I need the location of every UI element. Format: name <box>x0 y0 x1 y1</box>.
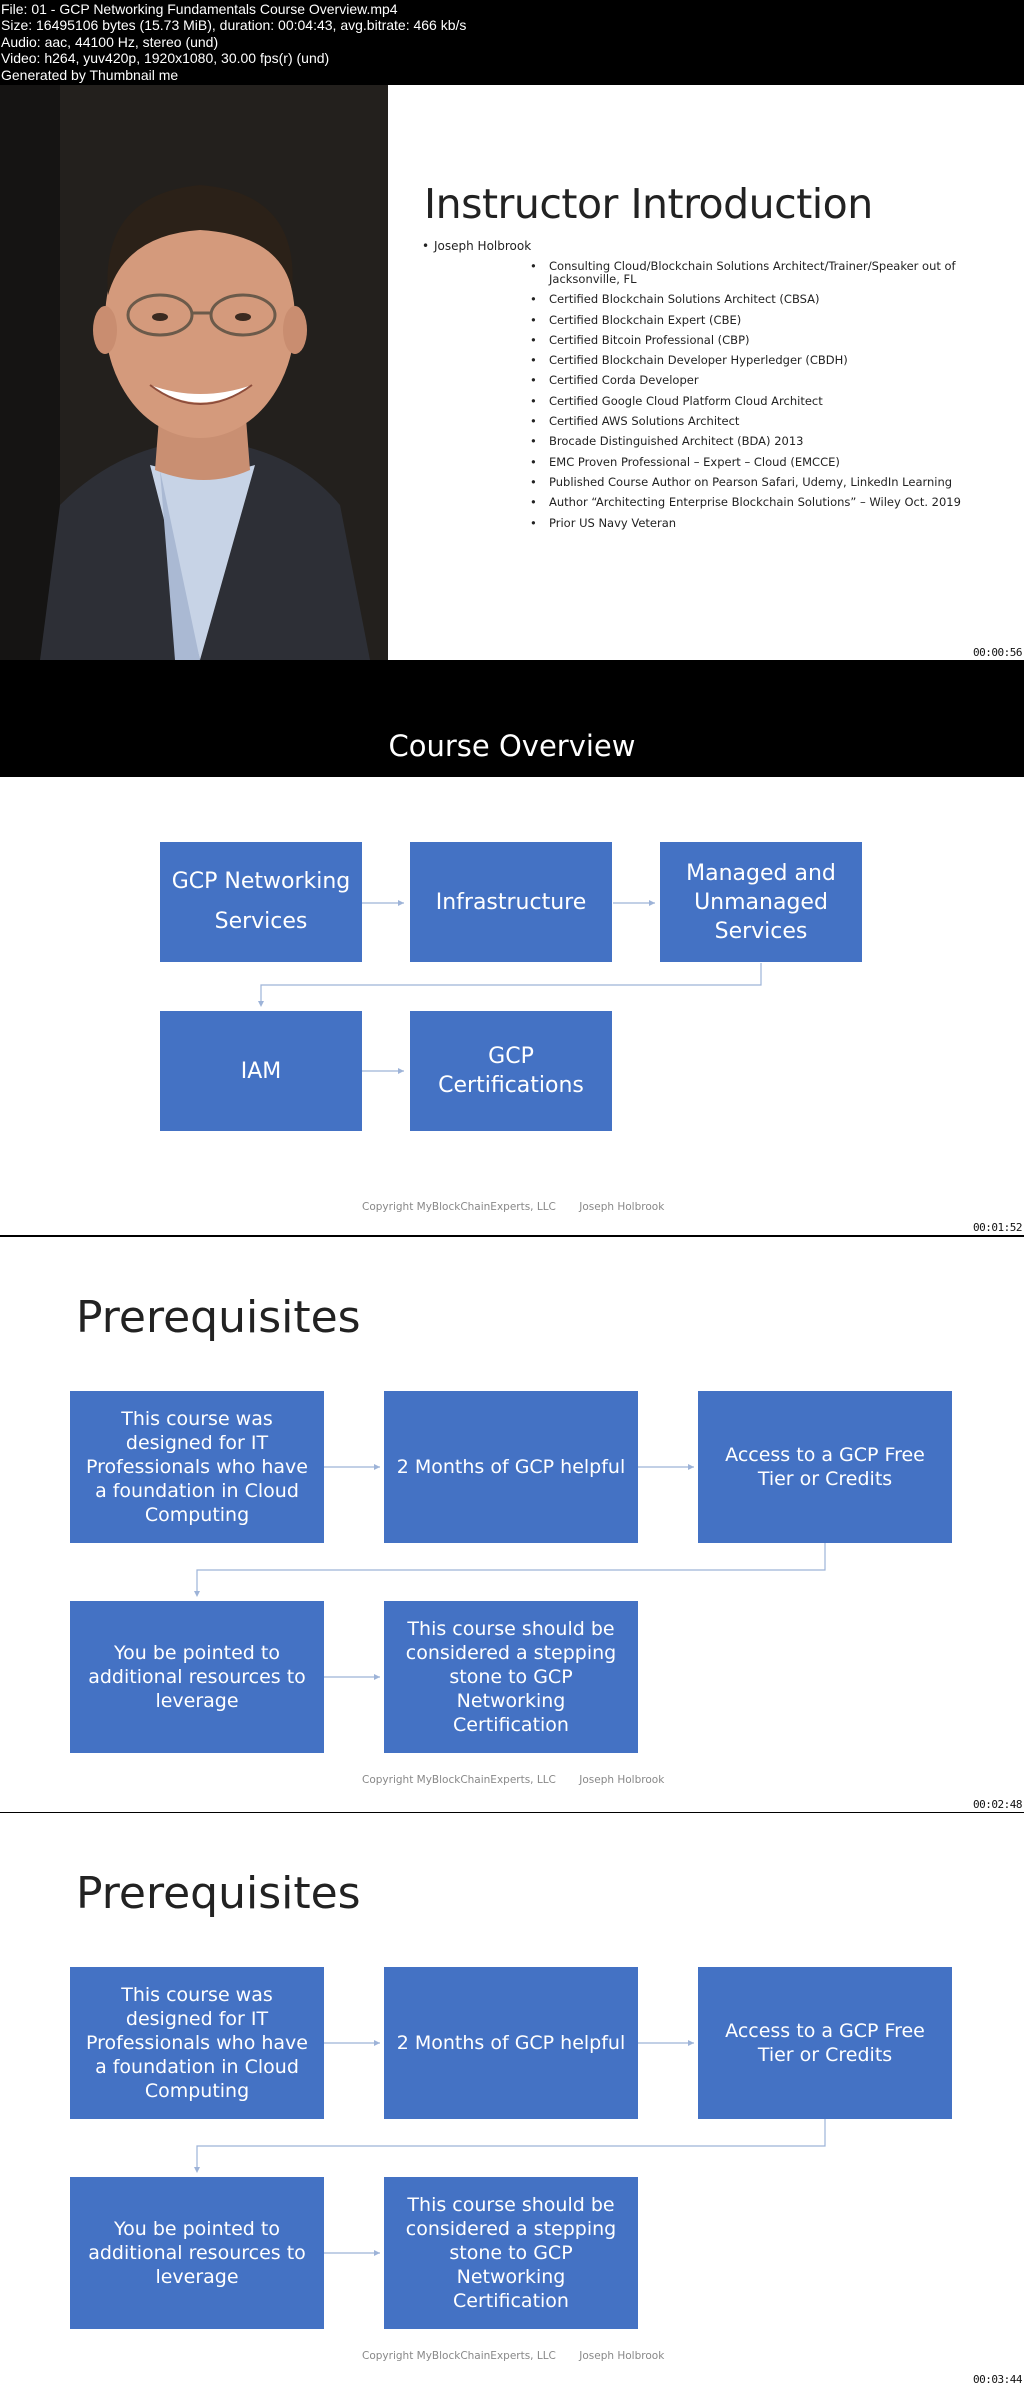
flow-arrows <box>0 715 1024 1235</box>
thumbnail-frame-3 <box>0 1237 1024 1812</box>
credential-item: • Certified Blockchain Developer Hyperledger (CBDH) <box>549 354 969 367</box>
author-text: Joseph Holbrook <box>579 1201 665 1213</box>
credential-item: • Certified Google Cloud Platform Cloud Architect <box>549 395 969 408</box>
info-audio: Audio: aac, 44100 Hz, stereo (und) <box>1 33 219 50</box>
prereq-box-stepping-stone: This course should be considered a stepping stone to GCP Networking Certification <box>384 1601 638 1753</box>
credential-item: • Certified AWS Solutions Architect <box>549 415 969 428</box>
copyright-text: Copyright MyBlockChainExperts, LLC <box>362 1201 556 1213</box>
slide-footer <box>362 1201 684 1213</box>
credential-item: • Certified Blockchain Solutions Architect (CBSA) <box>549 293 969 306</box>
thumbnail-frame-1 <box>0 85 1024 660</box>
slide-title: Prerequisites <box>76 1868 361 1919</box>
credential-item: • EMC Proven Professional – Expert – Cloud (EMCCE) <box>549 456 969 469</box>
credential-item: • Brocade Distinguished Architect (BDA) 2013 <box>549 435 969 448</box>
prereq-box-gcp-months: 2 Months of GCP helpful <box>384 1391 638 1543</box>
instructor-photo <box>0 85 388 660</box>
prereq-box-free-tier: Access to a GCP Free Tier or Credits <box>698 1391 952 1543</box>
flow-box-iam: IAM <box>160 1011 362 1131</box>
thumbnail-frame-4 <box>0 1813 1024 2387</box>
copyright-text: Copyright MyBlockChainExperts, LLC <box>362 1774 556 1786</box>
flow-box-certifications: GCP Certifications <box>410 1011 612 1131</box>
prereq-box-it-professionals: This course was designed for IT Professionals who have a foundation in Cloud Computing <box>70 1391 324 1543</box>
credentials-list <box>549 260 969 537</box>
info-video: Video: h264, yuv420p, 1920x1080, 30.00 fps(r) (und) <box>1 50 330 67</box>
prereq-box-resources: You be pointed to additional resources to leverage <box>70 1601 324 1753</box>
credential-item: • Published Course Author on Pearson Safari, Udemy, LinkedIn Learning <box>549 476 969 489</box>
author-text: Joseph Holbrook <box>579 1774 665 1786</box>
slide-title: Instructor Introduction <box>424 180 873 228</box>
prereq-box-it-professionals: This course was designed for IT Professionals who have a foundation in Cloud Computing <box>70 1967 324 2119</box>
credential-item: • Certified Blockchain Expert (CBE) <box>549 314 969 327</box>
slide-title: Prerequisites <box>76 1292 361 1343</box>
frame-timestamp: 00:02:48 <box>973 1798 1022 1811</box>
copyright-text: Copyright MyBlockChainExperts, LLC <box>362 2350 556 2362</box>
prereq-box-resources: You be pointed to additional resources to leverage <box>70 2177 324 2329</box>
author-text: Joseph Holbrook <box>579 2350 665 2362</box>
prereq-box-stepping-stone: This course should be considered a stepping stone to GCP Networking Certification <box>384 2177 638 2329</box>
credential-item: • Consulting Cloud/Blockchain Solutions Architect/Trainer/Speaker out of Jacksonville, FL <box>549 260 969 286</box>
info-file: File: 01 - GCP Networking Fundamentals Course Overview.mp4 <box>1 1 398 17</box>
info-size: Size: 16495106 bytes (15.73 MiB), duration: 00:04:43, avg.bitrate: 466 kb/s <box>1 17 467 34</box>
credential-item: • Certified Corda Developer <box>549 374 969 387</box>
credential-item: • Author “Architecting Enterprise Blockchain Solutions” – Wiley Oct. 2019 <box>549 496 969 509</box>
slide-title: Course Overview <box>0 715 1024 777</box>
instructor-name: • Joseph Holbrook <box>434 239 531 253</box>
flow-box-infrastructure: Infrastructure <box>410 842 612 962</box>
frame-timestamp: 00:03:44 <box>973 2373 1022 2386</box>
frame-timestamp: 00:01:52 <box>973 1221 1022 1234</box>
flow-box-managed-services: Managed and Unmanaged Services <box>660 842 862 962</box>
credential-item: • Prior US Navy Veteran <box>549 517 969 530</box>
slide-footer <box>362 1774 684 1786</box>
video-info-header <box>0 0 1024 84</box>
thumbnail-frame-2 <box>0 715 1024 1235</box>
prereq-box-free-tier: Access to a GCP Free Tier or Credits <box>698 1967 952 2119</box>
prereq-box-gcp-months: 2 Months of GCP helpful <box>384 1967 638 2119</box>
info-generator: Generated by Thumbnail me <box>1 66 179 83</box>
flow-box-networking-services: GCP Networking Services <box>160 842 362 962</box>
credential-item: • Certified Bitcoin Professional (CBP) <box>549 334 969 347</box>
frame-timestamp: 00:00:56 <box>973 646 1022 659</box>
slide-footer <box>362 2350 684 2362</box>
